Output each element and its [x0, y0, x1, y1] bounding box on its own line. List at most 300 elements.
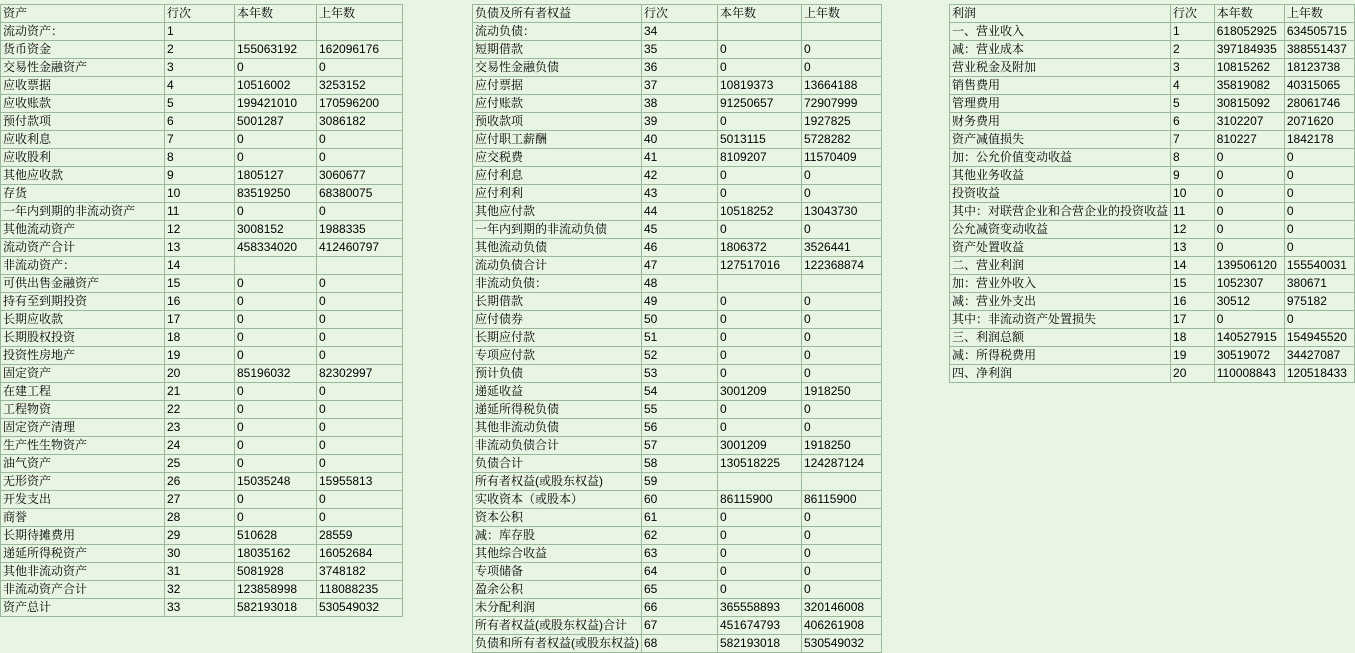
- table-row[interactable]: [473, 275, 882, 293]
- current-year-cell[interactable]: 0: [235, 59, 317, 77]
- previous-year-cell[interactable]: 0: [317, 509, 403, 527]
- table-row[interactable]: [473, 5, 882, 23]
- row-number-cell[interactable]: 5: [165, 95, 235, 113]
- previous-year-cell[interactable]: 5728282: [802, 131, 882, 149]
- row-label-cell[interactable]: 其他非流动资产: [1, 563, 165, 581]
- previous-year-cell[interactable]: 0: [802, 563, 882, 581]
- table-row[interactable]: [473, 563, 882, 581]
- row-label-cell[interactable]: 其中：非流动资产处置损失: [950, 311, 1171, 329]
- row-number-cell[interactable]: 1: [1171, 23, 1215, 41]
- row-number-cell[interactable]: 53: [642, 365, 718, 383]
- table-row[interactable]: [1, 545, 403, 563]
- table-row[interactable]: [1, 77, 403, 95]
- current-year-cell[interactable]: 155063192: [235, 41, 317, 59]
- previous-year-cell[interactable]: 0: [802, 41, 882, 59]
- previous-year-cell[interactable]: 15955813: [317, 473, 403, 491]
- previous-year-cell[interactable]: 0: [802, 311, 882, 329]
- row-label-cell[interactable]: 递延所得税负债: [473, 401, 642, 419]
- current-year-cell[interactable]: 30519072: [1214, 347, 1284, 365]
- row-number-cell[interactable]: 31: [165, 563, 235, 581]
- current-year-cell[interactable]: 本年数: [718, 5, 802, 23]
- current-year-cell[interactable]: 451674793: [718, 617, 802, 635]
- row-number-cell[interactable]: 42: [642, 167, 718, 185]
- row-label-cell[interactable]: 长期股权投资: [1, 329, 165, 347]
- row-number-cell[interactable]: 行次: [642, 5, 718, 23]
- row-label-cell[interactable]: 应付债券: [473, 311, 642, 329]
- previous-year-cell[interactable]: 162096176: [317, 41, 403, 59]
- row-number-cell[interactable]: 22: [165, 401, 235, 419]
- row-number-cell[interactable]: 19: [1171, 347, 1215, 365]
- row-number-cell[interactable]: 14: [1171, 257, 1215, 275]
- row-label-cell[interactable]: 营业税金及附加: [950, 59, 1171, 77]
- row-label-cell[interactable]: 资本公积: [473, 509, 642, 527]
- current-year-cell[interactable]: 0: [235, 437, 317, 455]
- row-number-cell[interactable]: 37: [642, 77, 718, 95]
- table-row[interactable]: [1, 473, 403, 491]
- table-row[interactable]: [473, 491, 882, 509]
- previous-year-cell[interactable]: 16052684: [317, 545, 403, 563]
- row-label-cell[interactable]: 无形资产: [1, 473, 165, 491]
- table-row[interactable]: [473, 509, 882, 527]
- row-label-cell[interactable]: 应付票据: [473, 77, 642, 95]
- current-year-cell[interactable]: 0: [718, 365, 802, 383]
- previous-year-cell[interactable]: 1927825: [802, 113, 882, 131]
- row-label-cell[interactable]: 其他业务收益: [950, 167, 1171, 185]
- row-label-cell[interactable]: 一、营业收入: [950, 23, 1171, 41]
- row-label-cell[interactable]: 投资收益: [950, 185, 1171, 203]
- previous-year-cell[interactable]: 0: [802, 509, 882, 527]
- table-row[interactable]: [473, 41, 882, 59]
- current-year-cell[interactable]: 5001287: [235, 113, 317, 131]
- current-year-cell[interactable]: 18035162: [235, 545, 317, 563]
- current-year-cell[interactable]: 86115900: [718, 491, 802, 509]
- row-label-cell[interactable]: 投资性房地产: [1, 347, 165, 365]
- current-year-cell[interactable]: 0: [718, 293, 802, 311]
- previous-year-cell[interactable]: 530549032: [317, 599, 403, 617]
- previous-year-cell[interactable]: 0: [802, 329, 882, 347]
- previous-year-cell[interactable]: 634505715: [1284, 23, 1354, 41]
- row-label-cell[interactable]: 资产总计: [1, 599, 165, 617]
- current-year-cell[interactable]: 85196032: [235, 365, 317, 383]
- row-label-cell[interactable]: 资产处置收益: [950, 239, 1171, 257]
- column-header-cell[interactable]: 行次: [165, 5, 235, 23]
- row-number-cell[interactable]: 51: [642, 329, 718, 347]
- previous-year-cell[interactable]: 530549032: [802, 635, 882, 653]
- row-label-cell[interactable]: 非流动资产：: [1, 257, 165, 275]
- previous-year-cell[interactable]: 0: [1284, 239, 1354, 257]
- row-number-cell[interactable]: 44: [642, 203, 718, 221]
- row-label-cell[interactable]: 其中：对联营企业和合营企业的投资收益: [950, 203, 1171, 221]
- current-year-cell[interactable]: 397184935: [1214, 41, 1284, 59]
- current-year-cell[interactable]: 458334020: [235, 239, 317, 257]
- row-number-cell[interactable]: 12: [165, 221, 235, 239]
- row-number-cell[interactable]: 5: [1171, 95, 1215, 113]
- table-row[interactable]: [473, 77, 882, 95]
- current-year-cell[interactable]: 3001209: [718, 383, 802, 401]
- previous-year-cell[interactable]: 0: [317, 131, 403, 149]
- column-header-cell[interactable]: 本年数: [235, 5, 317, 23]
- row-number-cell[interactable]: 17: [165, 311, 235, 329]
- row-label-cell[interactable]: 减：库存股: [473, 527, 642, 545]
- table-row[interactable]: [1, 599, 403, 617]
- table-row[interactable]: [950, 239, 1355, 257]
- current-year-cell[interactable]: 8109207: [718, 149, 802, 167]
- previous-year-cell[interactable]: 155540031: [1284, 257, 1354, 275]
- row-number-cell[interactable]: 57: [642, 437, 718, 455]
- current-year-cell[interactable]: 本年数: [1214, 5, 1284, 23]
- previous-year-cell[interactable]: 0: [317, 401, 403, 419]
- table-row[interactable]: [473, 203, 882, 221]
- table-row[interactable]: [950, 167, 1355, 185]
- row-number-cell[interactable]: 40: [642, 131, 718, 149]
- row-number-cell[interactable]: 23: [165, 419, 235, 437]
- row-number-cell[interactable]: 13: [165, 239, 235, 257]
- row-number-cell[interactable]: 36: [642, 59, 718, 77]
- table-row[interactable]: [473, 293, 882, 311]
- table-row[interactable]: [473, 185, 882, 203]
- current-year-cell[interactable]: 140527915: [1214, 329, 1284, 347]
- previous-year-cell[interactable]: 120518433: [1284, 365, 1354, 383]
- table-row[interactable]: [1, 311, 403, 329]
- row-label-cell[interactable]: 交易性金融资产: [1, 59, 165, 77]
- previous-year-cell[interactable]: 975182: [1284, 293, 1354, 311]
- row-number-cell[interactable]: 30: [165, 545, 235, 563]
- row-number-cell[interactable]: 63: [642, 545, 718, 563]
- row-number-cell[interactable]: 52: [642, 347, 718, 365]
- row-number-cell[interactable]: 6: [1171, 113, 1215, 131]
- row-label-cell[interactable]: 交易性金融负债: [473, 59, 642, 77]
- row-number-cell[interactable]: 7: [1171, 131, 1215, 149]
- row-label-cell[interactable]: 其他综合收益: [473, 545, 642, 563]
- current-year-cell[interactable]: [718, 275, 802, 293]
- previous-year-cell[interactable]: 0: [317, 491, 403, 509]
- previous-year-cell[interactable]: [317, 257, 403, 275]
- previous-year-cell[interactable]: 0: [1284, 221, 1354, 239]
- table-row[interactable]: [950, 185, 1355, 203]
- row-label-cell[interactable]: 应付职工薪酬: [473, 131, 642, 149]
- table-row[interactable]: [473, 167, 882, 185]
- current-year-cell[interactable]: 0: [718, 113, 802, 131]
- table-row[interactable]: [1, 329, 403, 347]
- row-number-cell[interactable]: 7: [165, 131, 235, 149]
- row-number-cell[interactable]: 4: [165, 77, 235, 95]
- row-label-cell[interactable]: 长期借款: [473, 293, 642, 311]
- previous-year-cell[interactable]: 0: [802, 365, 882, 383]
- row-label-cell[interactable]: 负债合计: [473, 455, 642, 473]
- table-row[interactable]: [473, 131, 882, 149]
- row-label-cell[interactable]: 存货: [1, 185, 165, 203]
- row-label-cell[interactable]: 长期待摊费用: [1, 527, 165, 545]
- current-year-cell[interactable]: 10518252: [718, 203, 802, 221]
- row-number-cell[interactable]: 3: [1171, 59, 1215, 77]
- row-label-cell[interactable]: 未分配利润: [473, 599, 642, 617]
- row-number-cell[interactable]: 55: [642, 401, 718, 419]
- row-label-cell[interactable]: 开发支出: [1, 491, 165, 509]
- row-number-cell[interactable]: 59: [642, 473, 718, 491]
- current-year-cell[interactable]: 0: [718, 581, 802, 599]
- table-row[interactable]: [473, 455, 882, 473]
- current-year-cell[interactable]: 35819082: [1214, 77, 1284, 95]
- row-label-cell[interactable]: 其他应付款: [473, 203, 642, 221]
- table-row[interactable]: [950, 23, 1355, 41]
- table-row[interactable]: [1, 293, 403, 311]
- row-label-cell[interactable]: 工程物资: [1, 401, 165, 419]
- previous-year-cell[interactable]: 28559: [317, 527, 403, 545]
- row-number-cell[interactable]: 62: [642, 527, 718, 545]
- table-row[interactable]: [1, 401, 403, 419]
- row-number-cell[interactable]: 24: [165, 437, 235, 455]
- current-year-cell[interactable]: 0: [235, 347, 317, 365]
- column-header-cell[interactable]: 资产: [1, 5, 165, 23]
- previous-year-cell[interactable]: 0: [1284, 311, 1354, 329]
- current-year-cell[interactable]: 91250657: [718, 95, 802, 113]
- row-label-cell[interactable]: 短期借款: [473, 41, 642, 59]
- table-row[interactable]: [950, 149, 1355, 167]
- table-row[interactable]: [950, 131, 1355, 149]
- row-label-cell[interactable]: 应收利息: [1, 131, 165, 149]
- row-number-cell[interactable]: 27: [165, 491, 235, 509]
- row-label-cell[interactable]: 流动负债：: [473, 23, 642, 41]
- current-year-cell[interactable]: 0: [1214, 185, 1284, 203]
- current-year-cell[interactable]: 1052307: [1214, 275, 1284, 293]
- current-year-cell[interactable]: 0: [718, 167, 802, 185]
- previous-year-cell[interactable]: 122368874: [802, 257, 882, 275]
- table-row[interactable]: [950, 365, 1355, 383]
- row-number-cell[interactable]: 14: [165, 257, 235, 275]
- table-row[interactable]: [1, 131, 403, 149]
- table-row[interactable]: [950, 329, 1355, 347]
- previous-year-cell[interactable]: 28061746: [1284, 95, 1354, 113]
- row-number-cell[interactable]: 25: [165, 455, 235, 473]
- row-number-cell[interactable]: 2: [165, 41, 235, 59]
- row-label-cell[interactable]: 其他流动资产: [1, 221, 165, 239]
- table-row[interactable]: [1, 419, 403, 437]
- previous-year-cell[interactable]: 0: [317, 149, 403, 167]
- row-number-cell[interactable]: 65: [642, 581, 718, 599]
- previous-year-cell[interactable]: 0: [802, 293, 882, 311]
- row-number-cell[interactable]: 56: [642, 419, 718, 437]
- table-row[interactable]: [1, 275, 403, 293]
- current-year-cell[interactable]: 0: [235, 131, 317, 149]
- row-label-cell[interactable]: 公允减资变动收益: [950, 221, 1171, 239]
- table-row[interactable]: [1, 95, 403, 113]
- previous-year-cell[interactable]: 86115900: [802, 491, 882, 509]
- current-year-cell[interactable]: 582193018: [235, 599, 317, 617]
- row-label-cell[interactable]: 加：公允价值变动收益: [950, 149, 1171, 167]
- row-label-cell[interactable]: 负债及所有者权益: [473, 5, 642, 23]
- row-number-cell[interactable]: 26: [165, 473, 235, 491]
- previous-year-cell[interactable]: 3253152: [317, 77, 403, 95]
- table-row[interactable]: [950, 59, 1355, 77]
- previous-year-cell[interactable]: 1842178: [1284, 131, 1354, 149]
- table-row[interactable]: [473, 23, 882, 41]
- previous-year-cell[interactable]: 0: [317, 59, 403, 77]
- current-year-cell[interactable]: 5013115: [718, 131, 802, 149]
- previous-year-cell[interactable]: 0: [317, 437, 403, 455]
- row-number-cell[interactable]: 61: [642, 509, 718, 527]
- row-label-cell[interactable]: 所有者权益(或股东权益)合计: [473, 617, 642, 635]
- row-number-cell[interactable]: 45: [642, 221, 718, 239]
- row-number-cell[interactable]: 35: [642, 41, 718, 59]
- previous-year-cell[interactable]: [802, 473, 882, 491]
- current-year-cell[interactable]: 5081928: [235, 563, 317, 581]
- current-year-cell[interactable]: 0: [235, 149, 317, 167]
- current-year-cell[interactable]: 810227: [1214, 131, 1284, 149]
- row-number-cell[interactable]: 67: [642, 617, 718, 635]
- current-year-cell[interactable]: 199421010: [235, 95, 317, 113]
- previous-year-cell[interactable]: 0: [317, 293, 403, 311]
- previous-year-cell[interactable]: 0: [1284, 167, 1354, 185]
- row-number-cell[interactable]: 9: [1171, 167, 1215, 185]
- row-label-cell[interactable]: 递延所得税资产: [1, 545, 165, 563]
- row-label-cell[interactable]: 三、利润总额: [950, 329, 1171, 347]
- current-year-cell[interactable]: 618052925: [1214, 23, 1284, 41]
- row-label-cell[interactable]: 预计负债: [473, 365, 642, 383]
- row-number-cell[interactable]: 15: [1171, 275, 1215, 293]
- current-year-cell[interactable]: 0: [718, 185, 802, 203]
- table-row[interactable]: [473, 383, 882, 401]
- row-number-cell[interactable]: 6: [165, 113, 235, 131]
- current-year-cell[interactable]: 0: [235, 491, 317, 509]
- previous-year-cell[interactable]: 380671: [1284, 275, 1354, 293]
- previous-year-cell[interactable]: 3086182: [317, 113, 403, 131]
- previous-year-cell[interactable]: 2071620: [1284, 113, 1354, 131]
- row-number-cell[interactable]: 20: [1171, 365, 1215, 383]
- row-label-cell[interactable]: 销售费用: [950, 77, 1171, 95]
- current-year-cell[interactable]: 0: [718, 419, 802, 437]
- row-label-cell[interactable]: 管理费用: [950, 95, 1171, 113]
- row-label-cell[interactable]: 应付账款: [473, 95, 642, 113]
- current-year-cell[interactable]: 0: [718, 347, 802, 365]
- current-year-cell[interactable]: [718, 473, 802, 491]
- column-header-cell[interactable]: 上年数: [317, 5, 403, 23]
- current-year-cell[interactable]: 0: [718, 527, 802, 545]
- previous-year-cell[interactable]: 0: [802, 581, 882, 599]
- row-label-cell[interactable]: 应收票据: [1, 77, 165, 95]
- row-number-cell[interactable]: 行次: [1171, 5, 1215, 23]
- current-year-cell[interactable]: 30512: [1214, 293, 1284, 311]
- previous-year-cell[interactable]: 0: [317, 347, 403, 365]
- current-year-cell[interactable]: 1806372: [718, 239, 802, 257]
- row-label-cell[interactable]: 应付利息: [473, 167, 642, 185]
- table-row[interactable]: [1, 41, 403, 59]
- row-label-cell[interactable]: 负债和所有者权益(或股东权益): [473, 635, 642, 653]
- row-number-cell[interactable]: 10: [1171, 185, 1215, 203]
- current-year-cell[interactable]: 0: [718, 509, 802, 527]
- table-row[interactable]: [473, 599, 882, 617]
- row-label-cell[interactable]: 可供出售金融资产: [1, 275, 165, 293]
- table-row[interactable]: [950, 203, 1355, 221]
- current-year-cell[interactable]: 15035248: [235, 473, 317, 491]
- table-row[interactable]: [473, 257, 882, 275]
- current-year-cell[interactable]: 130518225: [718, 455, 802, 473]
- current-year-cell[interactable]: 0: [235, 401, 317, 419]
- current-year-cell[interactable]: 1805127: [235, 167, 317, 185]
- row-label-cell[interactable]: 四、净利润: [950, 365, 1171, 383]
- row-number-cell[interactable]: 33: [165, 599, 235, 617]
- row-label-cell[interactable]: 固定资产清理: [1, 419, 165, 437]
- previous-year-cell[interactable]: 0: [317, 203, 403, 221]
- current-year-cell[interactable]: 0: [718, 545, 802, 563]
- table-row[interactable]: [1, 113, 403, 131]
- row-label-cell[interactable]: 递延收益: [473, 383, 642, 401]
- row-number-cell[interactable]: 21: [165, 383, 235, 401]
- row-number-cell[interactable]: 11: [1171, 203, 1215, 221]
- row-label-cell[interactable]: 财务费用: [950, 113, 1171, 131]
- current-year-cell[interactable]: 0: [235, 329, 317, 347]
- table-row[interactable]: [473, 329, 882, 347]
- row-label-cell[interactable]: 盈余公积: [473, 581, 642, 599]
- row-number-cell[interactable]: 50: [642, 311, 718, 329]
- table-row[interactable]: [950, 257, 1355, 275]
- table-row[interactable]: [1, 563, 403, 581]
- previous-year-cell[interactable]: 13043730: [802, 203, 882, 221]
- table-row[interactable]: [1, 149, 403, 167]
- previous-year-cell[interactable]: 0: [317, 383, 403, 401]
- table-row[interactable]: [1, 527, 403, 545]
- row-label-cell[interactable]: 货币资金: [1, 41, 165, 59]
- previous-year-cell[interactable]: 0: [317, 275, 403, 293]
- row-number-cell[interactable]: 8: [165, 149, 235, 167]
- row-label-cell[interactable]: 所有者权益(或股东权益): [473, 473, 642, 491]
- row-number-cell[interactable]: 10: [165, 185, 235, 203]
- row-number-cell[interactable]: 3: [165, 59, 235, 77]
- row-number-cell[interactable]: 54: [642, 383, 718, 401]
- previous-year-cell[interactable]: 0: [317, 455, 403, 473]
- row-label-cell[interactable]: 流动资产合计: [1, 239, 165, 257]
- table-row[interactable]: [1, 455, 403, 473]
- row-label-cell[interactable]: 减：营业外支出: [950, 293, 1171, 311]
- previous-year-cell[interactable]: 上年数: [1284, 5, 1354, 23]
- row-label-cell[interactable]: 在建工程: [1, 383, 165, 401]
- table-row[interactable]: [1, 365, 403, 383]
- table-row[interactable]: [1, 203, 403, 221]
- current-year-cell[interactable]: 0: [1214, 203, 1284, 221]
- table-row[interactable]: [1, 239, 403, 257]
- row-label-cell[interactable]: 其他非流动负债: [473, 419, 642, 437]
- previous-year-cell[interactable]: 68380075: [317, 185, 403, 203]
- row-number-cell[interactable]: 28: [165, 509, 235, 527]
- row-number-cell[interactable]: 34: [642, 23, 718, 41]
- table-row[interactable]: [473, 347, 882, 365]
- row-label-cell[interactable]: 二、营业利润: [950, 257, 1171, 275]
- current-year-cell[interactable]: 0: [1214, 167, 1284, 185]
- row-label-cell[interactable]: 生产性生物资产: [1, 437, 165, 455]
- current-year-cell[interactable]: 0: [718, 59, 802, 77]
- previous-year-cell[interactable]: [802, 275, 882, 293]
- current-year-cell[interactable]: 30815092: [1214, 95, 1284, 113]
- row-label-cell[interactable]: 其他应收款: [1, 167, 165, 185]
- current-year-cell[interactable]: 127517016: [718, 257, 802, 275]
- previous-year-cell[interactable]: 170596200: [317, 95, 403, 113]
- current-year-cell[interactable]: 0: [718, 563, 802, 581]
- previous-year-cell[interactable]: 0: [1284, 185, 1354, 203]
- previous-year-cell[interactable]: 0: [317, 329, 403, 347]
- previous-year-cell[interactable]: [802, 23, 882, 41]
- current-year-cell[interactable]: 0: [235, 383, 317, 401]
- previous-year-cell[interactable]: 0: [317, 419, 403, 437]
- table-row[interactable]: [473, 239, 882, 257]
- previous-year-cell[interactable]: 0: [802, 167, 882, 185]
- previous-year-cell[interactable]: [317, 23, 403, 41]
- table-row[interactable]: [473, 527, 882, 545]
- previous-year-cell[interactable]: 0: [802, 527, 882, 545]
- row-number-cell[interactable]: 11: [165, 203, 235, 221]
- row-label-cell[interactable]: 非流动负债：: [473, 275, 642, 293]
- current-year-cell[interactable]: 0: [235, 275, 317, 293]
- row-number-cell[interactable]: 68: [642, 635, 718, 653]
- row-number-cell[interactable]: 9: [165, 167, 235, 185]
